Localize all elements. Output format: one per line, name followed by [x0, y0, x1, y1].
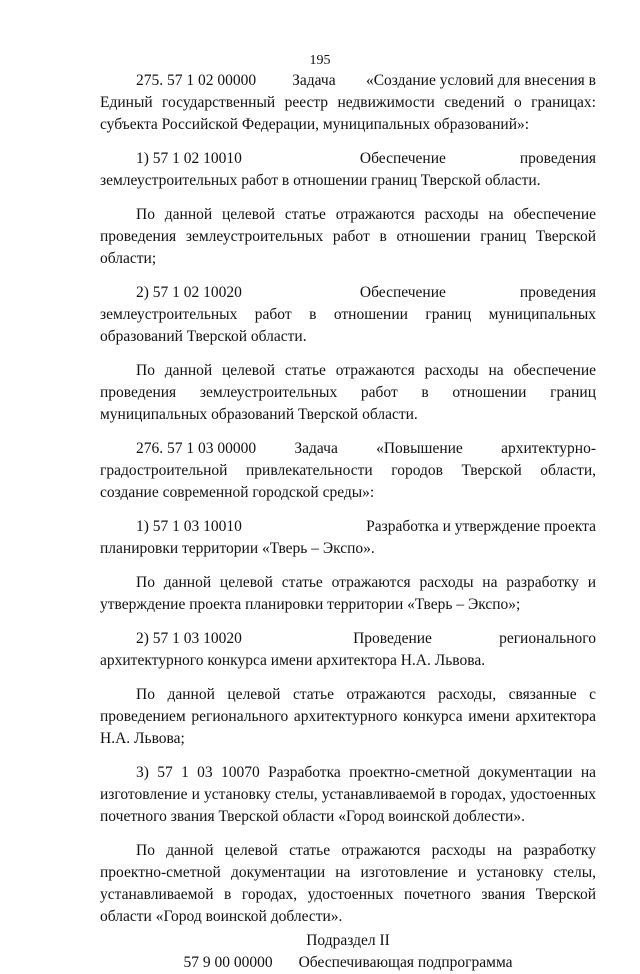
item-275-1-code: 1) 57 1 02 10010: [136, 150, 242, 167]
subsection-heading: Подраздел II: [306, 932, 390, 949]
section-275-code: 275. 57 1 02 00000: [136, 72, 257, 89]
item-276-2-word2: регионального: [499, 630, 596, 647]
section-275-title-rest: Единый государственный реестр недвижимости сведений о границах: субъекта Российской Федерации, муниципальных образований»:: [100, 94, 596, 133]
document-body: [100, 70, 596, 974]
item-276-1-line: [100, 516, 596, 538]
description-276-2: По данной целевой статье отражаются расходы, связанные с проведением регионального архитектурного конкурса имени архитектора Н.А. Львова;: [100, 686, 596, 747]
section-276-label: Задача: [294, 440, 338, 457]
item-275-2-rest: землеустроительных работ в отношении границ муниципальных образований Тверской области.: [100, 306, 596, 345]
section-276-heading-line: [100, 438, 596, 460]
item-275-1-word2: проведения: [519, 150, 596, 167]
description-275-1: По данной целевой статье отражаются расходы на обеспечение проведения землеустроительных работ в отношении границ Тверской области;: [100, 206, 596, 267]
page-number: 195: [309, 53, 331, 68]
item-276-2-rest: архитектурного конкурса имени архитектора Н.А. Львова.: [100, 652, 486, 669]
subsection-title-line: [100, 952, 596, 974]
item-276-1-code: 1) 57 1 03 10010: [136, 518, 242, 535]
item-276-3: 3) 57 1 03 10070 Разработка проектно-сметной документации на изготовление и установку стелы, устанавливаемой в городах, удостоенных почетного звания Тверской области «Город воинской доблести».: [100, 764, 596, 825]
item-275-2-word1: Обеспечение: [359, 284, 446, 301]
item-275-2-line: [100, 282, 596, 304]
section-275-label: Задача: [292, 72, 336, 89]
section-276-code: 276. 57 1 03 00000: [136, 440, 257, 457]
section-276-word2: архитектурно-: [501, 440, 596, 457]
item-276-2-code: 2) 57 1 03 10020: [136, 630, 242, 647]
section-275-title-start: «Создание условий для внесения в: [365, 72, 596, 89]
item-275-2-code: 2) 57 1 02 10020: [136, 284, 242, 301]
description-276-3: По данной целевой статье отражаются расходы на разработку проектно-сметной документации на изготовление и установку стелы, устанавливаемой в городах, удостоенных почетного звания Тверской области «Город воинской доблести».: [100, 842, 596, 925]
item-275-1-rest: землеустроительных работ в отношении границ Тверской области.: [100, 172, 541, 189]
item-276-2-word1: Проведение: [353, 630, 432, 647]
item-276-2-line: [100, 628, 596, 650]
item-276-1-rest: планировки территории «Тверь – Экспо».: [100, 540, 375, 557]
section-275-heading-line: [100, 70, 596, 92]
item-275-2-word2: проведения: [519, 284, 596, 301]
item-275-1-line: [100, 148, 596, 170]
section-276-title-rest: градостроительной привлекательности городов Тверской области, создание современной городской среды»:: [100, 462, 596, 501]
subsection-code: 57 9 00 00000: [183, 954, 273, 971]
item-276-1-first: Разработка и утверждение проекта: [366, 518, 596, 535]
item-275-1-word1: Обеспечение: [359, 150, 446, 167]
section-276-word1: «Повышение: [376, 440, 463, 457]
description-275-2: По данной целевой статье отражаются расходы на обеспечение проведения землеустроительных работ в отношении границ муниципальных образований Тверской области.: [100, 362, 596, 423]
subsection-title: Обеспечивающая подпрограмма: [298, 954, 513, 971]
description-276-1: По данной целевой статье отражаются расходы на разработку и утверждение проекта планировки территории «Тверь – Экспо»;: [100, 574, 596, 613]
